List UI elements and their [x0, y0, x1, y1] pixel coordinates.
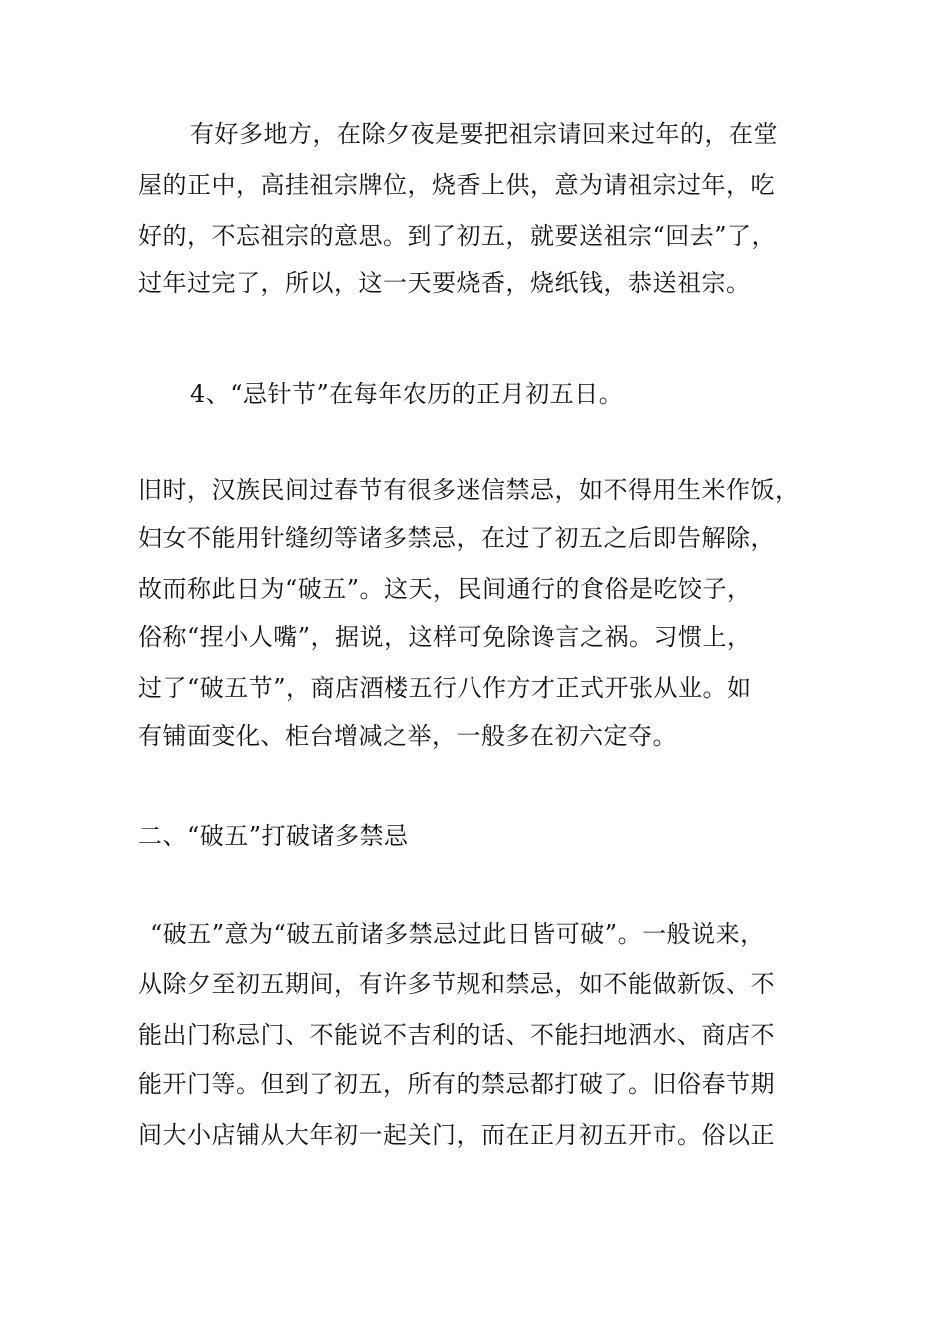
text-line: 故而称此日为“破五”。这天，民间通行的食俗是吃饺子， [138, 575, 752, 603]
text-line: 能出门称忌门、不能说不吉利的话、不能扫地洒水、商店不 [138, 1021, 775, 1049]
text-line: 过年过完了，所以，这一天要烧香，烧纸钱，恭送祖宗。 [138, 269, 751, 297]
section-heading-4: 4、“忌针节”在每年农历的正月初五日。 [190, 380, 624, 408]
text-line: 妇女不能用针缝纫等诸多禁忌，在过了初五之后即告解除， [138, 524, 775, 552]
text-line: 有好多地方，在除夕夜是要把祖宗请回来过年的，在堂 [190, 120, 778, 148]
section-heading-2: 二、“破五”打破诸多禁忌 [138, 822, 409, 850]
text-line: 俗称“捏小人嘴”，据说，这样可免除谗言之祸。习惯上， [138, 623, 752, 651]
text-line: 间大小店铺从大年初一起关门，而在正月初五开市。俗以正 [138, 1121, 775, 1149]
text-line: 从除夕至初五期间，有许多节规和禁忌，如不能做新饭、不 [138, 970, 775, 998]
text-line: “破五”意为“破五前诸多禁忌过此日皆可破”。一般说来， [150, 920, 765, 948]
text-line: 能开门等。但到了初五，所有的禁忌都打破了。旧俗春节期 [138, 1070, 775, 1098]
text-line: 有铺面变化、柜台增减之举，一般多在初六定夺。 [138, 722, 677, 750]
text-line: 好的，不忘祖宗的意思。到了初五，就要送祖宗“回去”了， [138, 222, 777, 250]
text-line: 过了“破五节”，商店酒楼五行八作方才正式开张从业。如 [138, 674, 752, 702]
text-line: 屋的正中，高挂祖宗牌位，烧香上供，意为请祖宗过年，吃 [138, 171, 775, 199]
text-line: 旧时，汉族民间过春节有很多迷信禁忌，如不得用生米作饭， [138, 476, 800, 504]
